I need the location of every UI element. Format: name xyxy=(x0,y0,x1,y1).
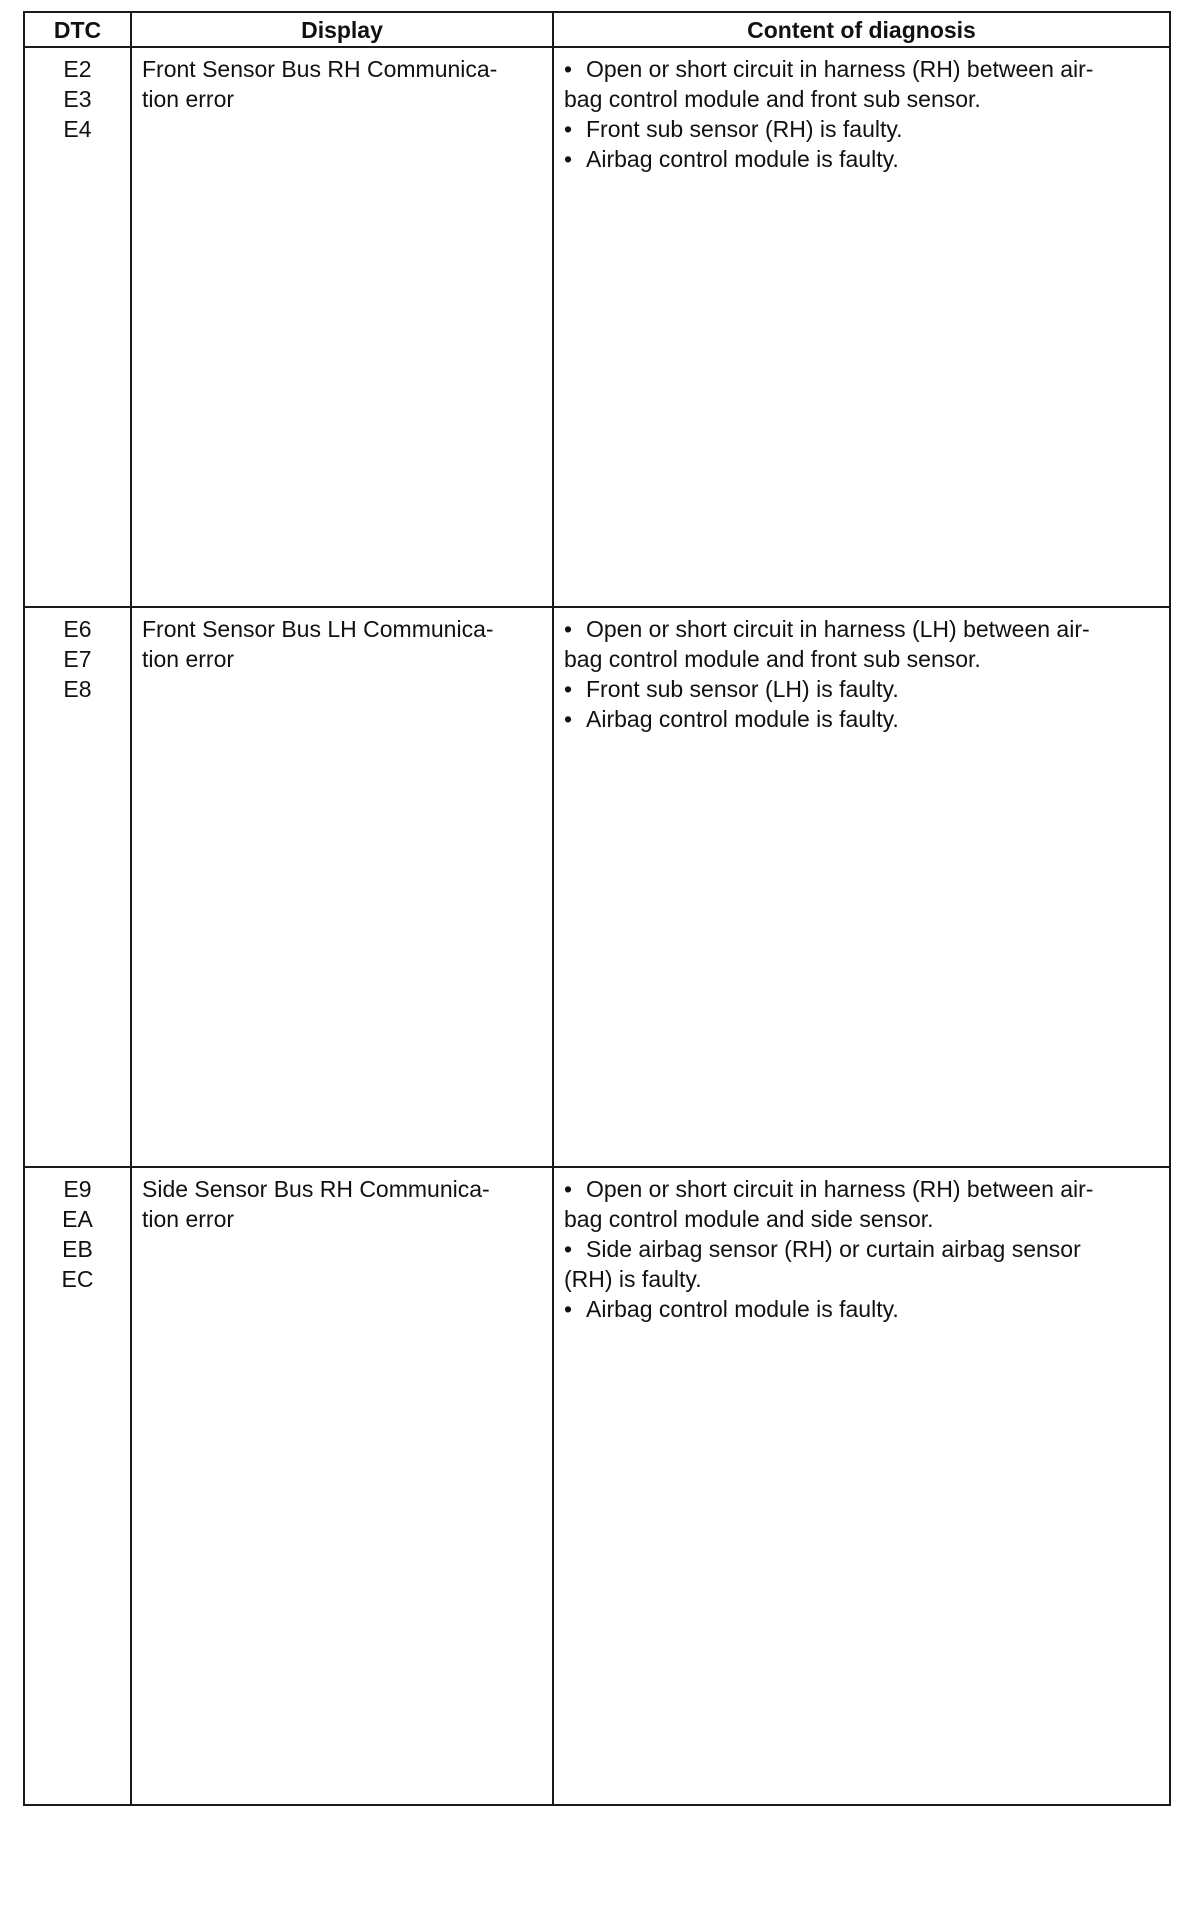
diagnosis-item xyxy=(564,704,1159,734)
display-cell xyxy=(131,47,553,607)
bullet-icon: • xyxy=(564,1176,573,1202)
diagnosis-text-line: Airbag control module is faulty. xyxy=(586,146,899,172)
diagnosis-item xyxy=(564,1234,1159,1264)
table-row xyxy=(24,607,1170,1167)
diagnosis-item xyxy=(564,1294,1159,1324)
dtc-code: EA xyxy=(62,1206,93,1232)
diagnosis-item xyxy=(564,614,1159,644)
display-text-line: Front Sensor Bus RH Communica- xyxy=(142,56,498,82)
display-cell xyxy=(131,1167,553,1805)
dtc-code: E7 xyxy=(63,646,92,672)
bullet-icon: • xyxy=(564,146,573,172)
diagnosis-text-line: (RH) is faulty. xyxy=(564,1266,702,1292)
dtc-code: EB xyxy=(62,1236,93,1262)
content-cell xyxy=(553,1167,1170,1805)
diagnosis-item xyxy=(564,54,1159,84)
table-row xyxy=(24,1167,1170,1805)
dtc-code: E4 xyxy=(63,116,92,142)
bullet-icon: • xyxy=(564,676,573,702)
dtc-code: E9 xyxy=(63,1176,92,1202)
display-text-line: tion error xyxy=(142,86,235,112)
content-cell xyxy=(553,607,1170,1167)
diagnosis-text-line: Airbag control module is faulty. xyxy=(586,1296,899,1322)
bullet-icon: • xyxy=(564,616,573,642)
header-display: Display xyxy=(131,12,553,47)
diagnosis-text-line: Open or short circuit in harness (LH) between air- xyxy=(586,616,1090,642)
bullet-icon: • xyxy=(564,1296,573,1322)
diagnosis-item xyxy=(564,674,1159,704)
dtc-table xyxy=(23,11,1171,1806)
diagnosis-text-line: Open or short circuit in harness (RH) between air- xyxy=(586,56,1094,82)
diagnosis-text-line: Front sub sensor (RH) is faulty. xyxy=(586,116,903,142)
bullet-icon: • xyxy=(564,706,573,732)
dtc-codes-cell xyxy=(24,607,131,1167)
content-cell xyxy=(553,47,1170,607)
diagnosis-text-line: Open or short circuit in harness (RH) between air- xyxy=(586,1176,1094,1202)
table-row xyxy=(24,47,1170,607)
header-dtc: DTC xyxy=(24,12,131,47)
display-text-line: Side Sensor Bus RH Communica- xyxy=(142,1176,490,1202)
dtc-codes-cell xyxy=(24,1167,131,1805)
dtc-code: E2 xyxy=(63,56,92,82)
bullet-icon: • xyxy=(564,56,573,82)
display-cell xyxy=(131,607,553,1167)
dtc-code: E8 xyxy=(63,676,92,702)
table-header-row xyxy=(24,12,1170,47)
dtc-code: E3 xyxy=(63,86,92,112)
display-text-line: Front Sensor Bus LH Communica- xyxy=(142,616,494,642)
diagnosis-item xyxy=(564,114,1159,144)
display-text-line: tion error xyxy=(142,1206,235,1232)
bullet-icon: • xyxy=(564,1236,573,1262)
dtc-codes-cell xyxy=(24,47,131,607)
diagnosis-text-line: Front sub sensor (LH) is faulty. xyxy=(586,676,899,702)
bullet-icon: • xyxy=(564,116,573,142)
diagnosis-text-line: Airbag control module is faulty. xyxy=(586,706,899,732)
diagnosis-text-line: Side airbag sensor (RH) or curtain airbag sensor xyxy=(586,1236,1081,1262)
diagnosis-text-line: bag control module and front sub sensor. xyxy=(564,86,981,112)
diagnosis-text-line: bag control module and side sensor. xyxy=(564,1206,934,1232)
diagnosis-item xyxy=(564,144,1159,174)
header-content: Content of diagnosis xyxy=(553,12,1170,47)
dtc-code: EC xyxy=(61,1266,94,1292)
dtc-code: E6 xyxy=(63,616,92,642)
diagnosis-item xyxy=(564,1174,1159,1204)
diagnosis-text-line: bag control module and front sub sensor. xyxy=(564,646,981,672)
display-text-line: tion error xyxy=(142,646,235,672)
